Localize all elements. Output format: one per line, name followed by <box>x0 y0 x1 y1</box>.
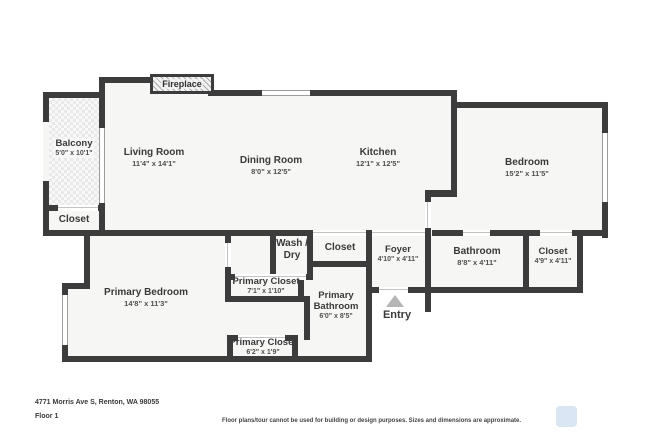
room-name: Primary Closet <box>232 276 300 287</box>
entry-arrow-icon <box>386 295 404 307</box>
room-dims: 11'4" x 14'1" <box>132 159 176 168</box>
room-label-primary-closet-upper <box>232 276 299 296</box>
room-dims: 6'0" x 8'5" <box>319 313 353 320</box>
wall-segment <box>523 236 529 293</box>
door-opening <box>372 230 425 236</box>
room-label-dining-room <box>240 155 302 177</box>
room-dims: 4'10" x 4'11" <box>377 256 419 263</box>
room-name: Primary Bedroom <box>104 287 188 298</box>
disclaimer-text: Floor plans/tour cannot be used for building or design purposes. Sizes and dimensions are approximate. <box>222 418 522 424</box>
wall-segment <box>425 228 431 293</box>
room-label-bedroom <box>505 157 549 179</box>
wall-segment <box>99 77 156 83</box>
wall-segment <box>225 236 231 243</box>
wall-segment <box>451 102 608 108</box>
room-name: Dining Room <box>239 155 303 166</box>
outside-mask <box>62 233 84 287</box>
wall-segment <box>84 230 90 289</box>
window <box>602 133 608 202</box>
wall-segment <box>313 261 366 267</box>
door-opening <box>463 230 490 236</box>
room-label-balcony-closet <box>59 214 90 226</box>
window <box>262 90 310 96</box>
room-label-primary-bedroom <box>104 287 188 309</box>
wall-segment <box>425 293 431 312</box>
wall-segment <box>366 230 372 362</box>
room-name: Closet <box>58 214 90 225</box>
wall-segment <box>43 92 105 98</box>
wall-segment <box>425 287 583 293</box>
room-dims: 4'9" x 4'11" <box>534 258 572 265</box>
room-dims: 5'0" x 10'1" <box>55 150 93 157</box>
room-label-foyer <box>378 244 419 264</box>
room-name: Kitchen <box>359 147 397 158</box>
room-dims: 6'2" x 1'9" <box>246 349 280 356</box>
wall-segment <box>225 296 304 302</box>
room-label-balcony <box>53 138 94 158</box>
room-name: Primary Closet <box>229 337 297 348</box>
room-label-living-room <box>124 147 185 169</box>
room-label-wash-dry <box>275 238 309 262</box>
room-name: Living Room <box>123 147 185 158</box>
room-name: Primary Bathroom <box>313 290 359 312</box>
wall-segment <box>43 92 49 122</box>
wall-segment <box>577 232 583 293</box>
brand-badge <box>556 406 577 427</box>
room-name: Closet <box>538 246 568 257</box>
room-label-primary-closet-lower <box>229 337 296 357</box>
wall-segment <box>62 356 372 362</box>
address-text: 4771 Morris Ave S, Renton, WA 98055 <box>35 399 160 406</box>
room-name: Foyer <box>385 244 411 255</box>
door-opening <box>425 202 431 228</box>
room-name: Balcony <box>53 138 94 149</box>
room-label-bathroom <box>453 246 500 268</box>
entry-label: Entry <box>382 309 412 321</box>
door-opening <box>540 230 572 236</box>
wall-segment <box>208 90 457 96</box>
room-name: Bathroom <box>453 246 501 257</box>
room-label-kitchen <box>356 147 400 169</box>
outside-mask <box>208 77 457 91</box>
wall-segment <box>432 230 463 236</box>
floor-label: Floor 1 <box>35 413 59 420</box>
entry-opening <box>379 287 408 293</box>
room-label-primary-bathroom <box>306 290 366 321</box>
wall-segment <box>425 190 457 197</box>
door-opening <box>225 243 231 267</box>
fireplace-label: Fireplace <box>162 79 202 89</box>
room-dims: 7'1" x 1'10" <box>247 288 285 295</box>
door-opening <box>58 205 98 211</box>
wall-segment <box>99 77 105 128</box>
room-dims: 8'0" x 12'5" <box>251 167 291 176</box>
room-label-hall-closet <box>325 242 356 254</box>
room-dims: 12'1" x 12'5" <box>355 159 401 168</box>
wall-segment <box>490 230 540 236</box>
door-opening <box>313 230 366 236</box>
room-dims: 15'2" x 11'5" <box>505 169 549 178</box>
room-name: Bedroom <box>505 157 549 168</box>
sliding-door <box>99 128 105 203</box>
room-dims: 14'8" x 11'3" <box>124 299 168 308</box>
room-dims: 8'8" x 4'11" <box>457 258 497 267</box>
room-label-bedroom-closet <box>535 246 572 266</box>
fireplace <box>150 74 214 94</box>
room-name: Closet <box>324 242 356 253</box>
window <box>62 295 68 345</box>
room-name: Wash / Dry <box>276 238 308 261</box>
